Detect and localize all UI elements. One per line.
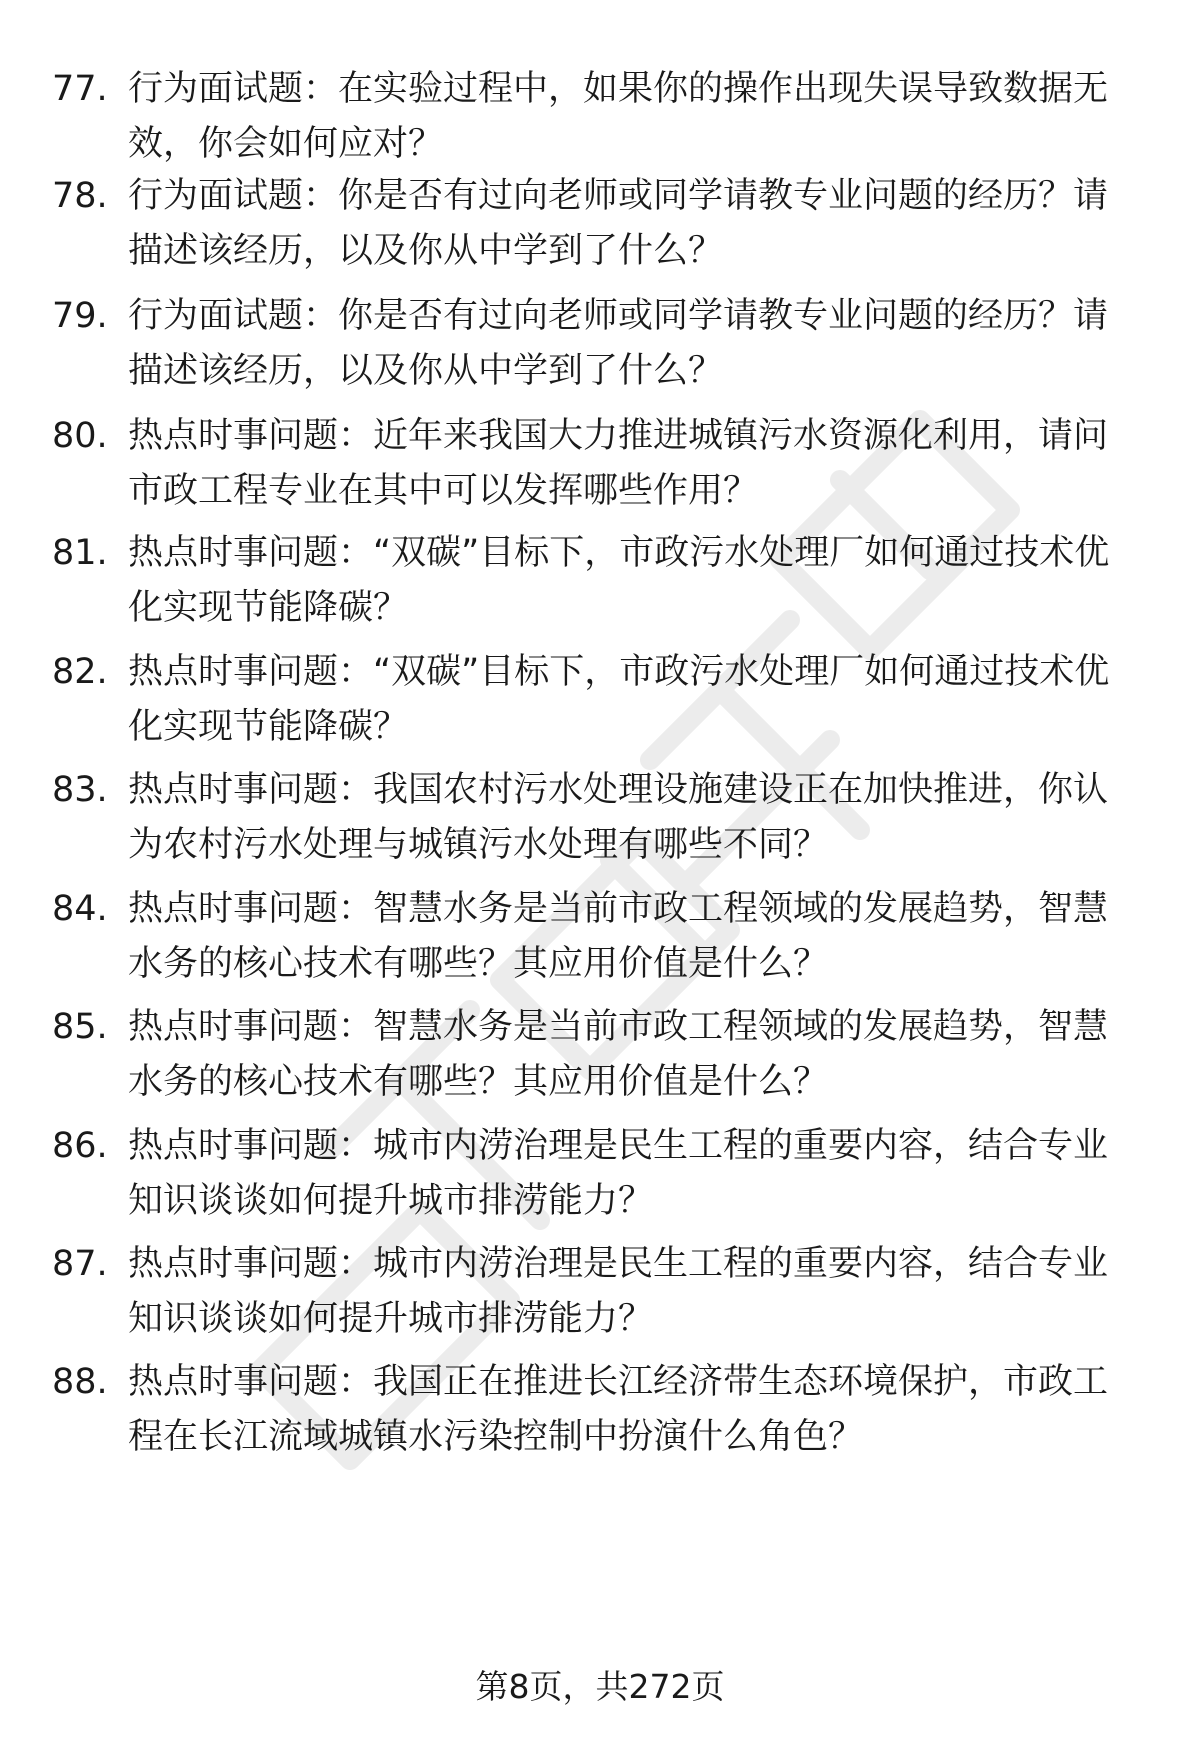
question-text: 热点时事问题：智慧水务是当前市政工程领域的发展趋势，智慧水务的核心技术有哪些？其应用价值是什么？ [128, 1007, 1109, 1102]
question-text: 热点时事问题：城市内涝治理是民生工程的重要内容，结合专业知识谈谈如何提升城市排涝能力？ [128, 1126, 1109, 1221]
question-text: 热点时事问题：城市内涝治理是民生工程的重要内容，结合专业知识谈谈如何提升城市排涝能力？ [128, 1244, 1109, 1339]
question-item [0, 526, 1200, 636]
page-number: 第8页，共272页 [475, 1667, 725, 1706]
question-item [0, 1119, 1200, 1229]
question-text: 热点时事问题：我国正在推进长江经济带生态环境保护，市政工程在长江流域城镇水污染控制中扮演什么角色？ [128, 1362, 1109, 1457]
question-number: 80. [52, 416, 108, 456]
question-text: 热点时事问题：“双碳”目标下，市政污水处理厂如何通过技术优化实现节能降碳？ [128, 533, 1110, 628]
question-number: 83. [52, 770, 108, 810]
question-text: 行为面试题：你是否有过向老师或同学请教专业问题的经历？请描述该经历，以及你从中学到了什么？ [128, 176, 1109, 271]
question-number: 82. [52, 652, 108, 692]
question-item [0, 409, 1200, 519]
question-item [0, 1355, 1200, 1465]
question-item [0, 1000, 1200, 1110]
question-item [0, 882, 1200, 992]
question-item [0, 1237, 1200, 1347]
question-text: 行为面试题：在实验过程中，如果你的操作出现失误导致数据无效，你会如何应对？ [128, 69, 1109, 164]
question-number: 77. [52, 69, 108, 109]
question-item [0, 289, 1200, 399]
question-text: 热点时事问题：我国农村污水处理设施建设正在加快推进，你认为农村污水处理与城镇污水处理有哪些不同？ [128, 770, 1109, 865]
question-text: 热点时事问题：近年来我国大力推进城镇污水资源化利用，请问市政工程专业在其中可以发挥哪些作用？ [128, 416, 1109, 511]
question-text: 热点时事问题：智慧水务是当前市政工程领域的发展趋势，智慧水务的核心技术有哪些？其应用价值是什么？ [128, 889, 1109, 984]
question-number: 88. [52, 1362, 108, 1402]
question-text: 行为面试题：你是否有过向老师或同学请教专业问题的经历？请描述该经历，以及你从中学到了什么？ [128, 296, 1109, 391]
question-number: 86. [52, 1126, 108, 1166]
question-item [0, 169, 1200, 279]
question-item [0, 763, 1200, 873]
question-number: 81. [52, 533, 108, 573]
question-number: 87. [52, 1244, 108, 1284]
question-item [0, 645, 1200, 755]
question-text: 热点时事问题：“双碳”目标下，市政污水处理厂如何通过技术优化实现节能降碳？ [128, 652, 1110, 747]
question-number: 85. [52, 1007, 108, 1047]
question-number: 84. [52, 889, 108, 929]
question-number: 78. [52, 176, 108, 216]
question-item [0, 62, 1200, 172]
question-number: 79. [52, 296, 108, 336]
